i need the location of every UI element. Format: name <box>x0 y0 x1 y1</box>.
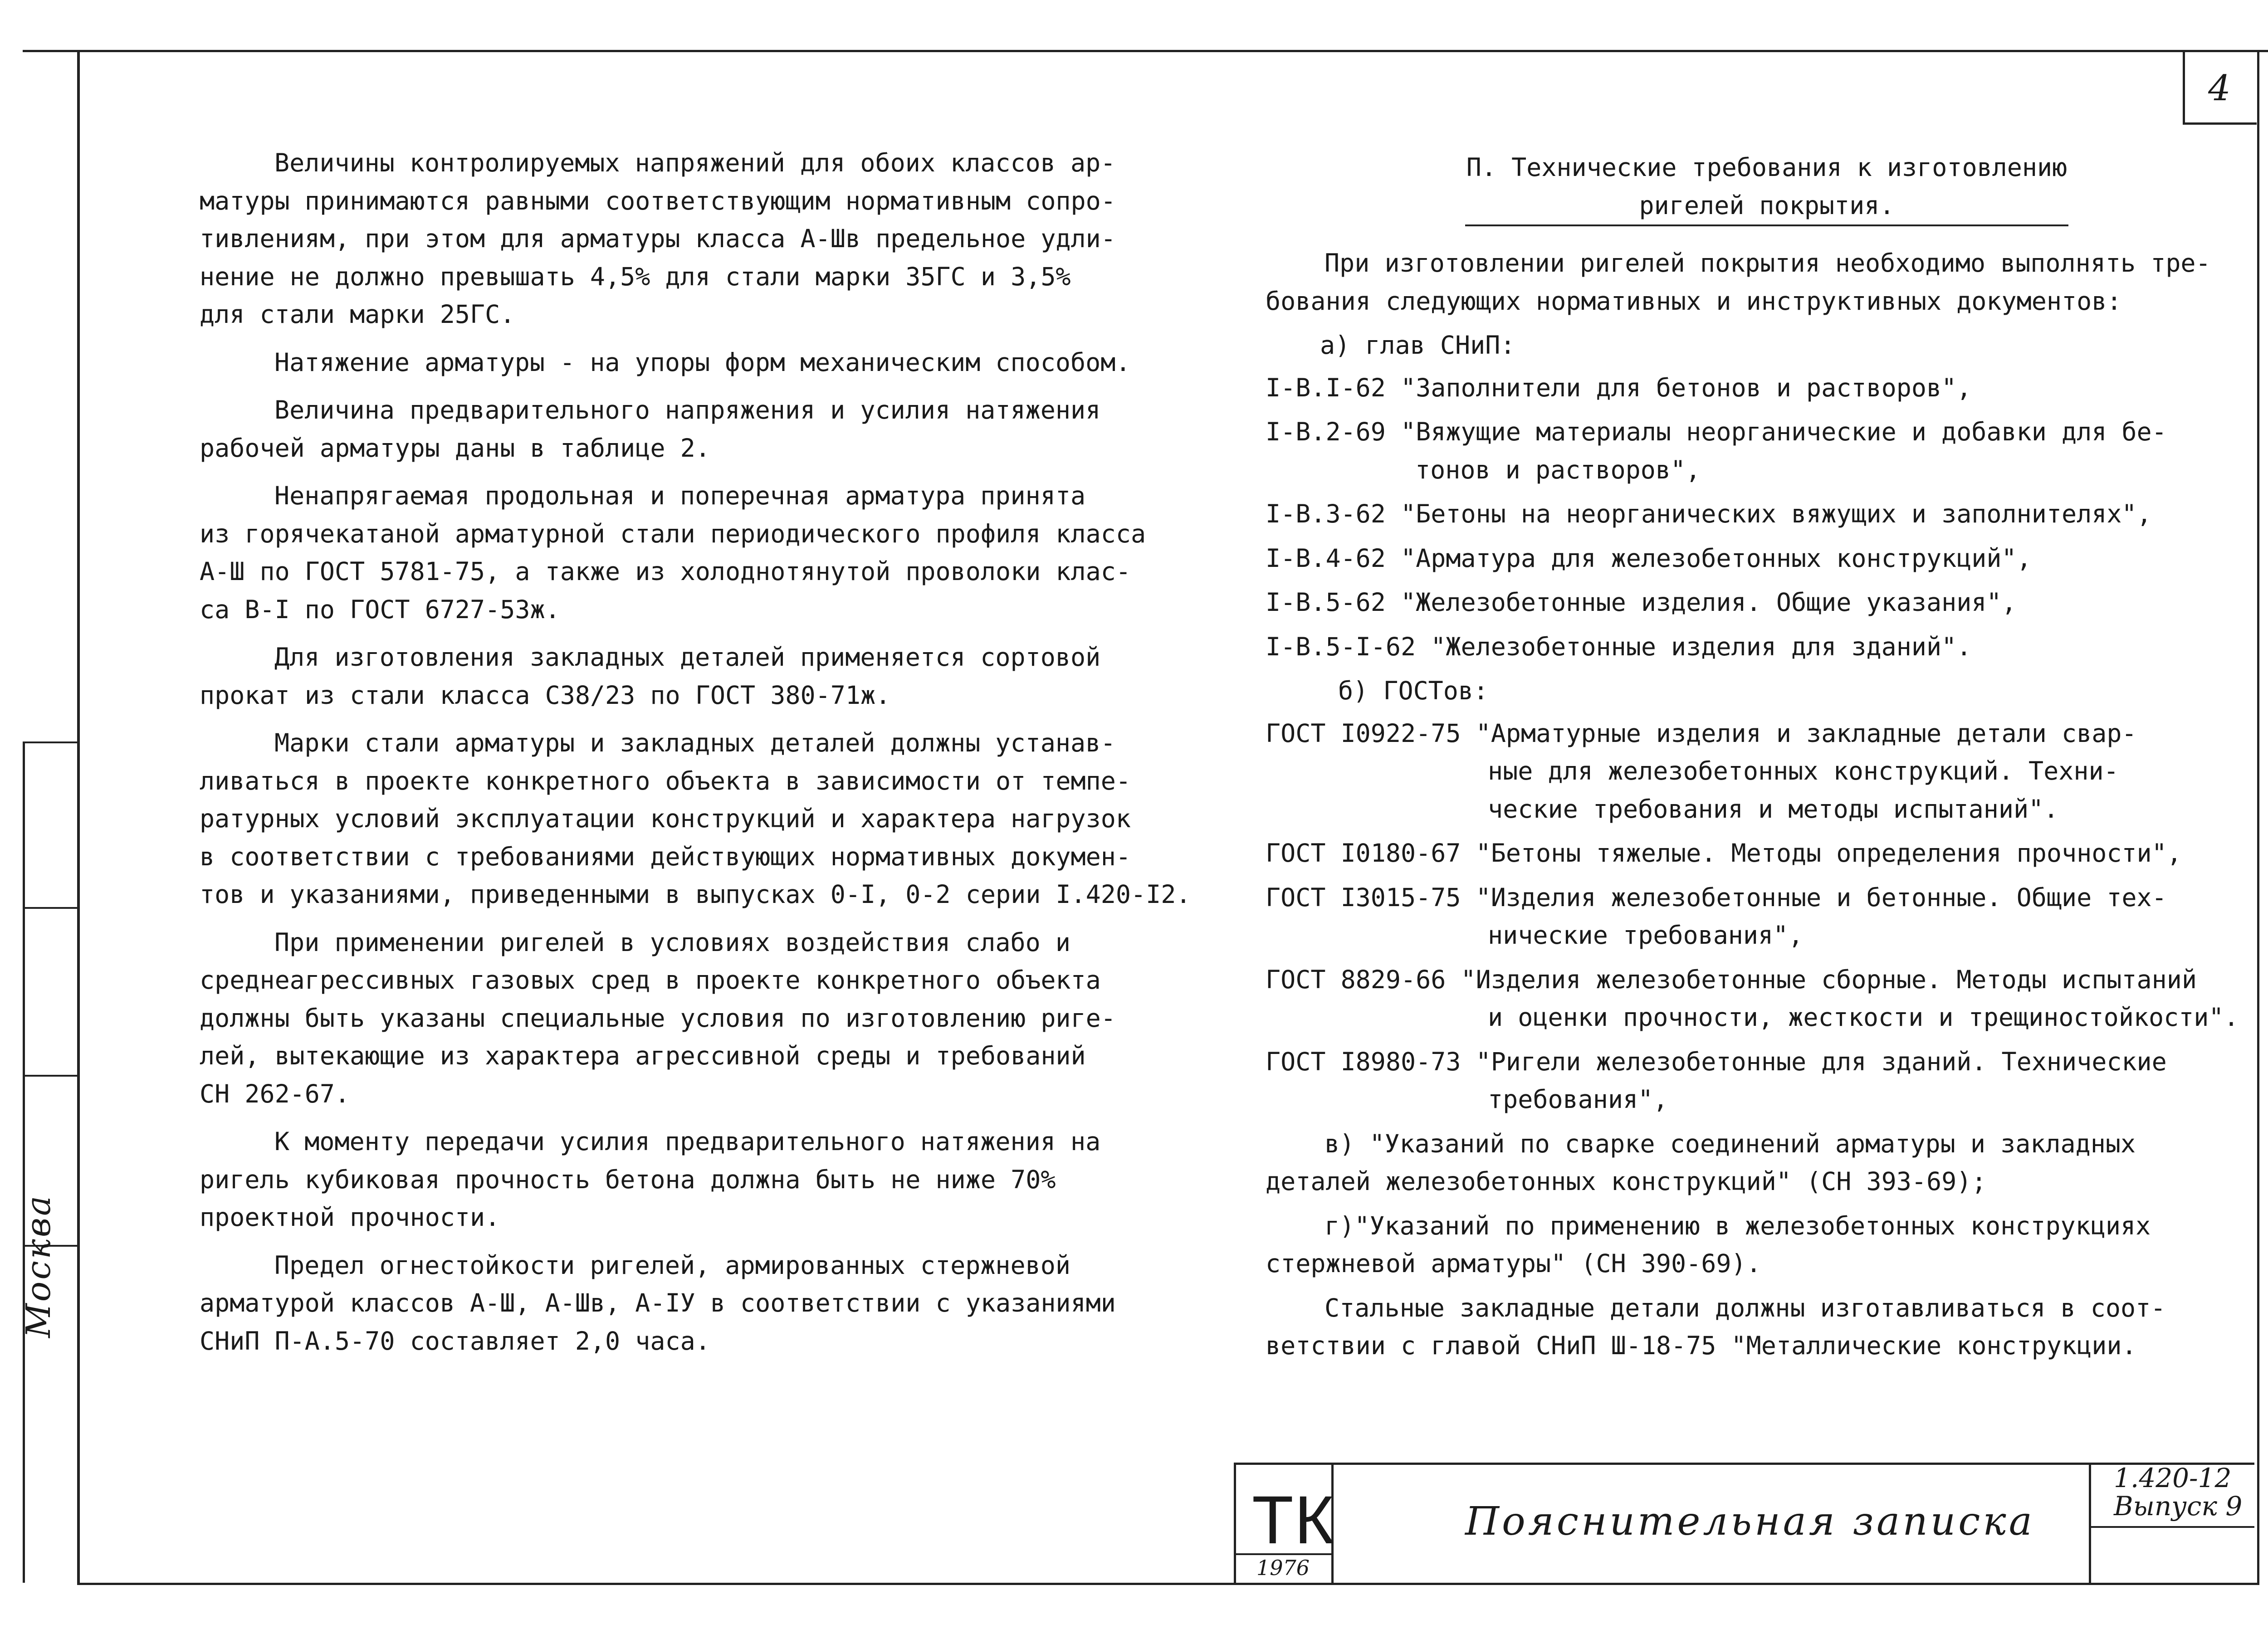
gost-item-line: ные для железобетонных конструкций. Техни- <box>1488 756 2119 785</box>
paragraph <box>200 724 1198 914</box>
paragraph-line: Предел огнестойкости ригелей, армированных стержневой <box>274 1250 1070 1280</box>
gost-item-line: ГОСТ I0922-75 "Арматурные изделия и закладные детали свар- <box>1266 718 2137 748</box>
gost-item-line: ГОСТ I3015-75 "Изделия железобетонные и бетонные. Общие тех- <box>1266 883 2167 912</box>
paragraph-line: ратурных условий эксплуатации конструкций и характера нагрузок <box>200 804 1131 833</box>
paragraph-line: лей, вытекающие из характера агрессивной среды и требований <box>200 1041 1086 1070</box>
paragraph <box>200 344 1198 382</box>
snip-item <box>1266 495 2250 533</box>
paragraph-line: тов и указаниями, приведенными в выпусках 0-I, 0-2 серии I.420-I2. <box>200 880 1191 909</box>
subsection-a: а) глав СНиП: <box>1320 331 1515 360</box>
item-g-line: стержневой арматуры" (СН 390-69). <box>1266 1249 1761 1278</box>
issue-number: Выпуск 9 <box>2114 1491 2243 1522</box>
item-v <box>1266 1125 2250 1201</box>
gost-item-line: и оценки прочности, жесткости и трещиностойкости". <box>1488 1003 2239 1032</box>
organization-logo: ТК <box>1252 1482 1335 1558</box>
side-stamp-city: Москва <box>19 1194 58 1338</box>
paragraph <box>200 924 1198 1113</box>
paragraph-line: Ненапрягаемая продольная и поперечная арматура принята <box>274 481 1086 510</box>
paragraph-line: ливаться в проекте конкретного объекта в зависимости от темпе- <box>200 766 1131 795</box>
paragraph <box>200 477 1198 629</box>
document-title: Пояснительная записка <box>1465 1499 2035 1544</box>
paragraph-line: СНиП П-А.5-70 составляет 2,0 часа. <box>200 1326 710 1356</box>
intro-line: бования следующих нормативных и инструктивных документов: <box>1266 286 2122 316</box>
paragraph-line: из горячекатаной арматурной стали периодического профиля класса <box>200 519 1146 548</box>
paragraph <box>200 639 1198 714</box>
series-code <box>2114 1464 2242 1520</box>
paragraph <box>200 391 1198 467</box>
paragraph-line: в соответствии с требованиями действующих нормативных докумен- <box>200 842 1131 871</box>
paragraph-line: нение не должно превышать 4,5% для стали марки 35ГС и 3,5% <box>200 262 1071 291</box>
paragraph-line: А-Ш по ГОСТ 5781-75, а также из холоднотянутой проволоки клас- <box>200 557 1131 586</box>
paragraph-line: проектной прочности. <box>200 1203 500 1232</box>
paragraph-line: Величина предварительного напряжения и усилия натяжения <box>274 395 1101 424</box>
closing-line: ветствии с главой СНиП Ш-18-75 "Металлические конструкции. <box>1266 1331 2137 1360</box>
paragraph-line: Для изготовления закладных деталей применяется сортовой <box>274 643 1101 672</box>
paragraph-line: СН 262-67. <box>200 1079 350 1108</box>
snip-item <box>1266 369 2250 407</box>
sheet-number: 4 <box>2208 68 2231 109</box>
title-block-divider <box>1234 1463 1236 1585</box>
gost-item <box>1266 1043 2250 1119</box>
paragraph-line: рабочей арматуры даны в таблице 2. <box>200 433 710 463</box>
item-g <box>1266 1207 2250 1283</box>
gost-item-line: требования", <box>1488 1085 1668 1114</box>
paragraph-line: К моменту передачи усилия предварительного натяжения на <box>274 1127 1101 1156</box>
paragraph <box>200 144 1198 334</box>
paragraph <box>200 1247 1198 1361</box>
snip-item-line: I-В.2-69 "Вяжущие материалы неорганические и добавки для бе- <box>1266 417 2167 446</box>
paragraph-line: арматурой классов А-Ш, А-Шв, А-IУ в соответствии с указаниями <box>200 1288 1116 1317</box>
gost-item-line: нические требования", <box>1488 921 1804 950</box>
gost-item <box>1266 715 2250 829</box>
gost-item-line: ГОСТ I0180-67 "Бетоны тяжелые. Методы определения прочности", <box>1266 839 2182 868</box>
gost-item-line: ГОСТ 8829-66 "Изделия железобетонные сборные. Методы испытаний <box>1266 965 2197 994</box>
side-stamp-divider <box>23 741 77 743</box>
item-g-line: г)"Указаний по применению в железобетонных конструкциях <box>1325 1211 2151 1240</box>
snip-item <box>1266 628 2250 666</box>
paragraph-line: Величины контролируемых напряжений для обоих классов ар- <box>274 148 1116 177</box>
paragraph-line: должны быть указаны специальные условия по изготовлению риге- <box>200 1003 1116 1033</box>
paragraph-line: для стали марки 25ГС. <box>200 300 515 329</box>
series-number: 1.420-12 <box>2114 1463 2232 1493</box>
item-v-line: деталей железобетонных конструкций" (СН 393-69); <box>1266 1167 1987 1196</box>
paragraph-line: среднеагрессивных газовых сред в проекте конкретного объекта <box>200 966 1101 995</box>
gost-item <box>1266 961 2250 1037</box>
section-heading <box>1266 149 2250 226</box>
snip-item-line: I-В.4-62 "Арматура для железобетонных конструкций", <box>1266 543 2032 573</box>
closing-line: Стальные закладные детали должны изготавливаться в соот- <box>1325 1293 2166 1322</box>
paragraph-line: прокат из стали класса С38/23 по ГОСТ 380-71ж. <box>200 680 891 710</box>
left-text-column <box>200 144 1198 1370</box>
item-v-line: в) "Указаний по сварке соединений арматуры и закладных <box>1325 1129 2136 1158</box>
section-heading-line-2: ригелей покрытия. <box>1465 187 2068 227</box>
snip-item-line: I-В.5-I-62 "Железобетонные изделия для зданий". <box>1266 632 1972 661</box>
gost-item <box>1266 879 2250 955</box>
snip-item-line: I-В.I-62 "Заполнители для бетонов и растворов", <box>1266 373 1972 402</box>
side-stamp-divider <box>23 1075 77 1077</box>
paragraph-line: ригель кубиковая прочность бетона должна быть не ниже 70% <box>200 1165 1056 1194</box>
title-block-year: 1976 <box>1256 1556 1310 1580</box>
side-stamp-divider <box>23 907 77 909</box>
snip-item-line: тонов и растворов", <box>1415 455 1701 484</box>
paragraph-line: При применении ригелей в условиях воздействия слабо и <box>274 927 1070 957</box>
title-block-divider <box>2089 1463 2091 1585</box>
title-block-divider <box>2089 1526 2254 1528</box>
paragraph-line: тивлениям, при этом для арматуры класса А-Шв предельное удли- <box>200 224 1116 253</box>
gost-item <box>1266 834 2250 873</box>
snip-item <box>1266 540 2250 578</box>
paragraph-line: Натяжение арматуры - на упоры форм механическим способом. <box>274 347 1131 377</box>
right-text-column <box>1266 149 2250 1371</box>
snip-item-line: I-В.3-62 "Бетоны на неорганических вяжущих и заполнителях", <box>1266 499 2152 528</box>
snip-item <box>1266 413 2250 489</box>
paragraph-line: са В-I по ГОСТ 6727-53ж. <box>200 595 560 624</box>
paragraph <box>200 1123 1198 1237</box>
section-heading-line-1: П. Технические требования к изготовлению <box>1466 153 2068 182</box>
snip-item-line: I-В.5-62 "Железобетонные изделия. Общие указания", <box>1266 588 2017 617</box>
closing <box>1266 1289 2250 1365</box>
gost-item-line: ГОСТ I8980-73 "Ригели железобетонные для зданий. Технические <box>1266 1047 2167 1076</box>
subsection-b: б) ГОСТов: <box>1338 676 1489 705</box>
gost-item-line: ческие требования и методы испытаний". <box>1488 794 2059 824</box>
intro-line: При изготовлении ригелей покрытия необходимо выполнять тре- <box>1325 249 2211 278</box>
paragraph-line: матуры принимаются равными соответствующим нормативным сопро- <box>200 186 1116 215</box>
snip-item <box>1266 584 2250 622</box>
paragraph-line: Марки стали арматуры и закладных деталей должны устанав- <box>274 728 1116 757</box>
